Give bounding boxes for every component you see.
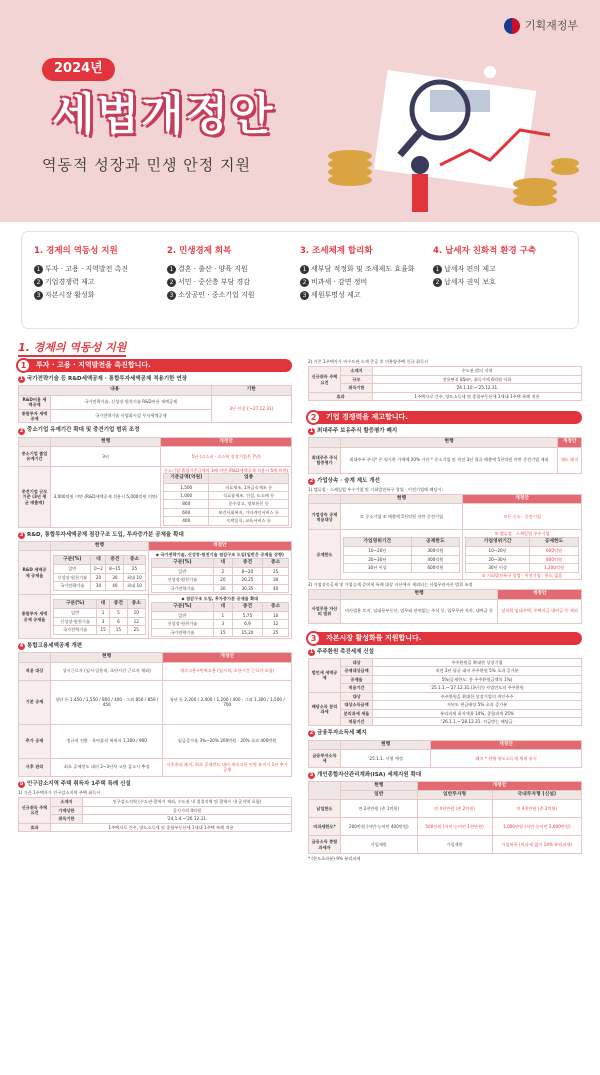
goal-1	[34, 246, 167, 314]
industry-threshold-table: 기준금액(억원) 업종 1,500 의료제조, 1차금속제조 등 1,000 식료품제조, 건설, 도소매 등 800 운수창고, 정보통신 등 600 보건사회복지, 기타개인서비스 등 400 숙박음식, 교육서비스 등	[163, 473, 289, 526]
goal-item: 1 투자 · 고용 · 지역발전 촉진	[34, 265, 167, 274]
goal-title: 1. 경제의 역동성 지원	[34, 246, 118, 256]
non-business-asset-table: 현행 개정안 사업무관 자산의 범위 비사업용 토지, 임대용부동산, 업무와 관련없는 주식 등, 업무무관 자산, 대여금 등 임직원 임대주택, 주택자금 대여금 등 제외	[308, 589, 582, 623]
item-heading: 1 최대주주 보유주식 할증평가 폐지	[309, 428, 398, 435]
note: 1) 기존 1주택자가 인구감소지역 주택 취득시	[18, 789, 101, 795]
item-heading: 1 국가전략기술 등 R&D세액공제 · 통합투자세액공제 적용기한 연장	[19, 376, 188, 383]
item-heading: 3 R&D, 통합투자세액공제 점감구조 도입, 투자증가분 공제율 확대	[19, 531, 184, 538]
org-logo	[504, 18, 578, 34]
subsection-band: 3 자본시장 활성화를 지원합니다.	[308, 632, 582, 645]
rnd-rate-table: 현행 개정안 R&D 세액공제 공제율 구분(%) 대 중견 중소 일반 0~2 8~15 25 신성장·원천기술 20 30 최대 10 국가전략기술 30 40 최대 10 ◆ 국가전략기술, 신성장·원천기술 점감구조 도입(일반은 공제율 상향) 구분(%) 대 중견 중소 일반 2 8~20 25 신성장·원천기술 20 20,25 30 국가전략기술 30 30,35 40 통합투자 세액공제 공제율 구분(%) 대 중견 중소 일반 1 5 10 신성장·원천기술 3 6 12 국가전략기술 15 15 25 ◆ 점감구조 도입, 투자증가분 공제율 확대 구분(%) 대 중견 중소 일반 1 5,75 10 신성장·원천기술 3 6,9 12 국가전략기술 15 15,20 25	[18, 541, 292, 639]
section-title: 1. 경제의 역동성 지원	[18, 341, 292, 355]
subsection-band: 2 기업 경쟁력을 제고합니다.	[308, 411, 582, 424]
shareholder-return-table: 법인세 세액공제 대상 주주환원을 확대한 상장기업 공제대상금액 직전 3년 평균 대비 주주환원 5% 초과 증가분 공제율 5%(공제한도: 총 주주환원금액의 1%) 적용기간 '25.1.1.~'27.12.31.(3년간) 사업연도의 주주환원 배당소득 분리과세 대상 주주환원을 확대한 상장기업의 개인주주 대상소득금액 저년도 현금배당 5% 초과 증가분 분리과세 세율 분리과세 최저세율 14%, 종합과세 25% 적용기간 '26.1.1.~'28.12.31. 지급받는 배당금	[308, 658, 582, 727]
goal-item: 3 소상공인 · 중소기업 지원	[167, 291, 300, 300]
org-name: 기획재정부	[524, 18, 578, 32]
item-heading: 2 가업상속 · 승계 제도 개선	[309, 477, 380, 484]
goal-title: 3. 조세체계 합리화	[300, 246, 373, 256]
goal-item: 2 서민 · 중산층 부담 경감	[167, 278, 300, 287]
goal-title: 2. 민생경제 회복	[167, 246, 232, 256]
goal-item: 2 비과세 · 감면 정비	[300, 278, 433, 287]
goal-2	[167, 246, 300, 314]
family-business-table: 현행 개정안 가업상속 공제 적용대상 ① 중소기업 ② 매출액 5천억원 미만 중견기업 모든 중소 · 중견기업 공제한도 가업영위기간 공제한도 10~20년 300억원 20~30년 400억원 30년 이상 600억원 ① 밸류업 · 스케일업 우수기업 가업영위기간 공제한도 10~20년 600억원 20~30년 800억원 30년 이상 1,200억원 ② 기회발전특구 창업 · 이전기업 : 한도 없음	[308, 494, 582, 580]
major-shareholder-table: 현행 개정안 최대주주 주식 할증평가 최대주주 주식* 은 평가한 가액에 20% 가산 * 중소기업 및 직전 3년 평균 매출액 5천억원 미만 중견기업 제외 제도 폐지	[308, 437, 582, 473]
goal-item: 1 세부담 적정화 및 조세제도 효율화	[300, 265, 433, 274]
goal-item: 2 기업경쟁력 제고	[34, 278, 167, 287]
tax-illustration-icon	[320, 60, 580, 215]
employment-credit-table: 현행 개정안 적용 대상 상시근로자 (임시·일용직, 초단시간 근로자 제외) 계속고용+탄력고용 (임시직, 초단시간 근로자 포함) 기본 공제 청년 등 1,450 / 1,550 / 800 / 400 · 그외 850 / 850 / 450 청년 등 2,200 / 2,400 / 1,200 / 400 · 그외 1,300 / 1,500 / 700 추가 공제 정규직 전환 · 육아휴직 복귀자 1,300 / 900 임금증가율 3%~20% 200만원 · 20% 초과 400만원 사후 관리 최초 공제연도 대비 2~3년차 고용 감소시 추징 사후관리 폐지, 최초 공제연도 대비 계속고용 인원 유지시 1년 추가공제	[18, 652, 292, 776]
goal-item: 3 자본시장 활성화	[34, 291, 167, 300]
taegeuk-icon	[504, 18, 520, 34]
year-badge: 2024년	[42, 58, 115, 81]
note: 1) 밸류업 · 스케일업 우수기업 및 기회발전특구 창업 · 이전기업에 해당시:	[308, 486, 443, 492]
goal-3	[300, 246, 433, 314]
unsold-house-table: 신규취득 주택요건 소재지 수도권 밖의 지역 규모 전용면적 85m², 취득가액 6억원 이하 취득기한 '24.1.10.~'25.12.31. 효과 1주택자로 간주, 양도소득세 및 종합부동산세 1세대 1주택 특례 적용	[308, 366, 582, 401]
goal-item: 1 납세자 편의 제고	[433, 265, 566, 274]
item-heading: 3 개인종합자산관리계좌(ISA) 세제지원 확대	[309, 771, 422, 778]
page-subtitle: 역동적 성장과 민생 안정 지원	[42, 156, 251, 174]
goal-title: 4. 납세자 친화적 환경 구축	[433, 246, 537, 256]
note: 2) 기존 1주택자가 비수도권 소재 준공 후 미분양주택 신규 취득시	[308, 359, 429, 364]
goal-item: 3 세원투명성 제고	[300, 291, 433, 300]
footnote: * (한도초과분) 9% 분리과세	[308, 856, 361, 862]
goal-4	[433, 246, 566, 314]
policy-goals	[22, 232, 578, 328]
rnd-extension-table: 내용 기한 R&D비용 세액공제 국가전략기술, 신성장·원천기술 R&D비용 세액공제 3년 연장 ('~27.12.31) 통합투자 세액공제 국가전략기술 사업화시설 투자세액공제	[18, 385, 292, 423]
item-heading: 2 금융투자소득세 폐지	[309, 730, 367, 737]
item-heading: 4 통합고용세액공제 개편	[19, 643, 83, 650]
item-heading: 1 주주환원 촉진세제 신설	[309, 648, 374, 655]
isa-table: 현행 개정안 일반 일반투자형 국내투자형 (신설) 납입한도 연 2천만원 (총 1억원) 연 4천만원 (총 2억원) 연 4천만원 (총 2억원) 비과세한도* 200만원 (서민·농어민 400만원) 500만원 (서민·농어민 1천만원) 1,000만원 (서민·농어민 2,000만원) 금융소득 종합과세자 가입제한 가입제한 가입허용 (비과세 없이 14% 분리과세)	[308, 781, 582, 854]
page-title: 세법개정안	[52, 89, 275, 140]
subsection-band: 1 투자 · 고용 · 지역발전을 촉진합니다.	[18, 359, 292, 372]
goal-item: 2 납세자 권익 보호	[433, 278, 566, 287]
goal-item: 1 결혼 · 출산 · 양육 지원	[167, 265, 300, 274]
note: 2) 가업상속공제 및 가업승계 증여세 특례 대상 자산에서 제외되는 사업무관자산 범위 조정	[308, 581, 473, 587]
population-decline-table: 신규취득 주택요건 소재지 인구감소지역 (수도권·광역시 제외, 수도권 내 접경지역 및 광역시 내 군지역 포함) 가액상한 공시가격 4억원 취득기한 '24.1.4.~'26.12.31. 효과 1주택자로 간주, 양도소득세 및 종합부동산세 1세대 1주택 특례 적용	[18, 797, 292, 832]
sme-grace-table: 현행 개정안 중소기업 졸업 유예기간 3년 5년 (코스피 · 코스닥 상장기업은 7년) 중견기업 규모 기준 (3년 평균 매출액) 3,000억원 미만 (R&D세액공제 적용시 5,000억원 미만) 중소기업 졸업기준금액의 3배 미만 (R&D세액공제 적용시 5배 미만) 기준금액(억원) 업종 1,500 의료제조, 1차금속제조 등 1,000 식료품제조, 건설, 도소매 등 800 운수창고, 정보통신 등 600 보건사회복지, 기타개인서비스 등 400 숙박음식, 교육서비스 등	[18, 437, 292, 528]
item-heading: 2 중소기업 유예기간 확대 및 중견기업 범위 조정	[19, 427, 140, 434]
hero-banner	[0, 0, 600, 222]
item-heading: 5 인구감소지역 주택 취득자 1주택 특례 신설	[19, 780, 131, 787]
right-column	[300, 335, 600, 864]
financial-investment-tax-table: 현행 개정안 금융투자소득세 '25.1.1. 시행 예정 폐지 * 현행 양도소득세 체계 유지	[308, 740, 582, 768]
left-column	[0, 335, 300, 864]
